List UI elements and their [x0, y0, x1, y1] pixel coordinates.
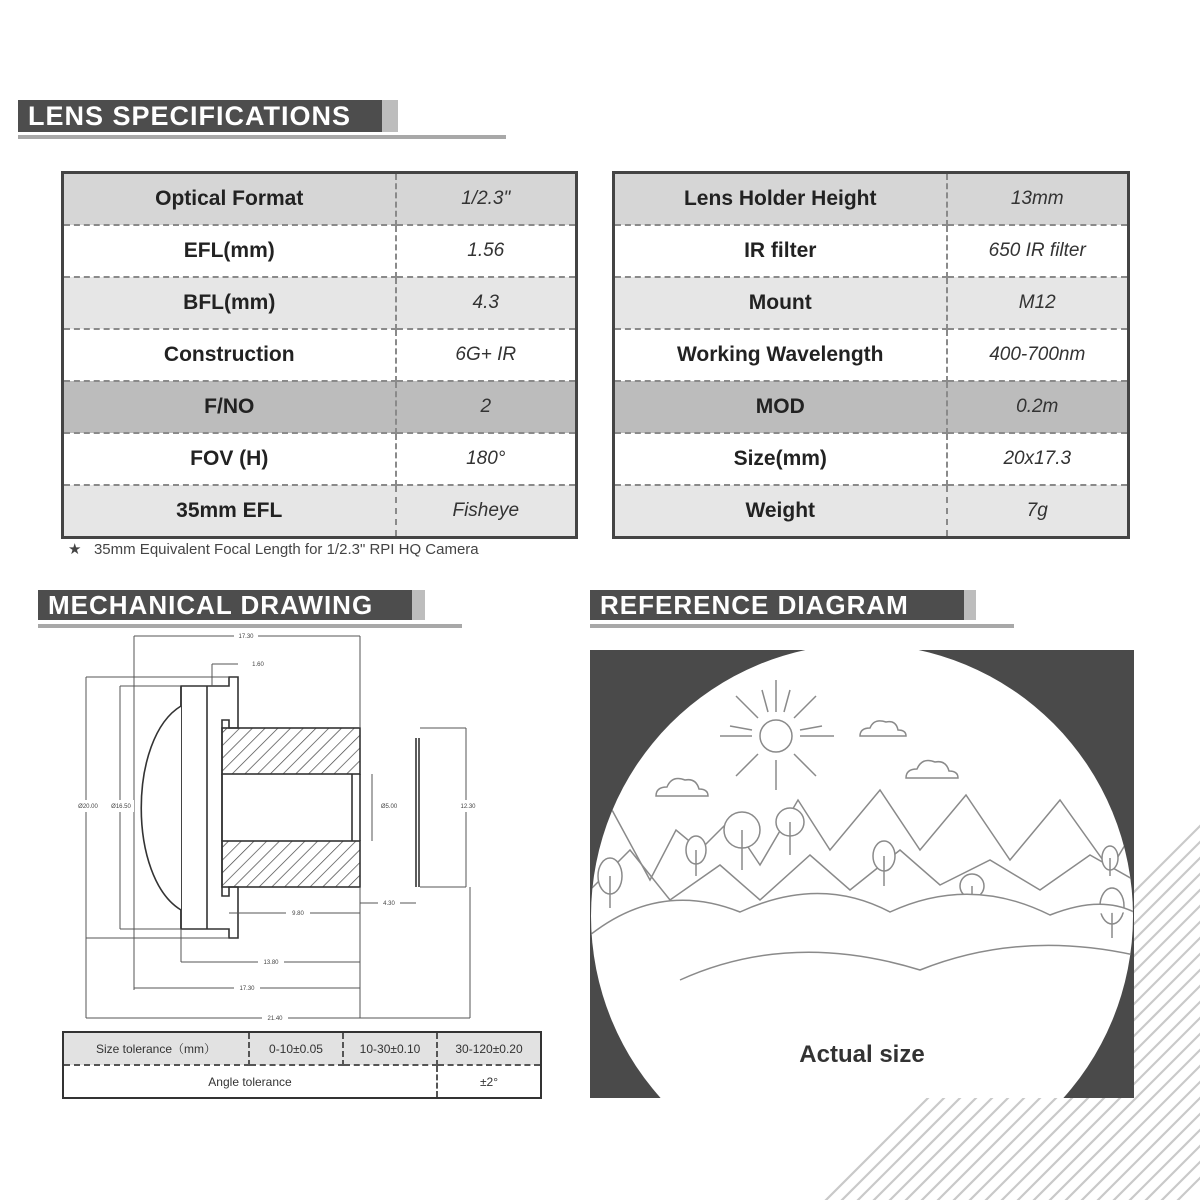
- tolerance-range: 0-10±0.05: [249, 1032, 343, 1065]
- spec-label: Size(mm): [614, 433, 947, 485]
- dim-label: 1.60: [252, 662, 264, 668]
- tolerance-range: 30-120±0.20: [437, 1032, 541, 1065]
- spec-value: 1.56: [396, 225, 577, 277]
- spec-label: Construction: [63, 329, 396, 381]
- section-title: REFERENCE DIAGRAM: [600, 590, 909, 620]
- spec-value: 20x17.3: [947, 433, 1129, 485]
- footnote-text: 35mm Equivalent Focal Length for 1/2.3" RPI HQ Camera: [93, 541, 479, 558]
- spec-label: BFL(mm): [63, 277, 396, 329]
- spec-value: 650 IR filter: [947, 225, 1129, 277]
- angle-tolerance-label: Angle tolerance: [63, 1065, 437, 1098]
- spec-value: 7g: [947, 485, 1129, 538]
- dim-label: 4.30: [383, 901, 395, 907]
- size-tolerance-label: Size tolerance（mm）: [63, 1032, 249, 1065]
- tolerance-range: 10-30±0.10: [343, 1032, 437, 1065]
- dim-label: 12.30: [460, 804, 476, 810]
- angle-tolerance-value: ±2°: [479, 1074, 499, 1089]
- spec-label: FOV (H): [63, 433, 396, 485]
- spec-label: IR filter: [614, 225, 947, 277]
- dim-label: 9.80: [292, 911, 304, 917]
- spec-label: Mount: [614, 277, 947, 329]
- spec-value: 2: [396, 381, 577, 433]
- spec-value: M12: [947, 277, 1129, 329]
- spec-value: 0.2m: [947, 381, 1129, 433]
- star-icon: ★: [68, 541, 82, 558]
- section-title: MECHANICAL DRAWING: [48, 590, 374, 620]
- section-title: LENS SPECIFICATIONS: [28, 101, 352, 131]
- dim-label: 17.30: [238, 634, 254, 640]
- spec-label: 35mm EFL: [63, 485, 396, 538]
- spec-label: Lens Holder Height: [614, 173, 947, 226]
- actual-size-caption: Actual size: [799, 1041, 925, 1068]
- spec-label: Weight: [614, 485, 947, 538]
- spec-value: Fisheye: [396, 485, 577, 538]
- spec-label: EFL(mm): [63, 225, 396, 277]
- spec-label: Working Wavelength: [614, 329, 947, 381]
- spec-value: 400-700nm: [947, 329, 1129, 381]
- dim-label: 21.40: [267, 1016, 283, 1022]
- spec-label: F/NO: [63, 381, 396, 433]
- reference-diagram: [590, 650, 1134, 1098]
- spec-value: 180°: [396, 433, 577, 485]
- spec-value: 4.3: [396, 277, 577, 329]
- dim-label: 13.80: [263, 960, 279, 966]
- spec-label: MOD: [614, 381, 947, 433]
- dim-label: Ø16.50: [111, 804, 131, 810]
- spec-value: 13mm: [947, 173, 1129, 226]
- spec-value: 1/2.3": [396, 173, 577, 226]
- dim-label: Ø5.00: [380, 804, 398, 810]
- dim-label: 17.30: [239, 986, 255, 992]
- spec-value: 6G+ IR: [396, 329, 577, 381]
- dim-label: Ø20.00: [78, 804, 98, 810]
- spec-label: Optical Format: [63, 173, 396, 226]
